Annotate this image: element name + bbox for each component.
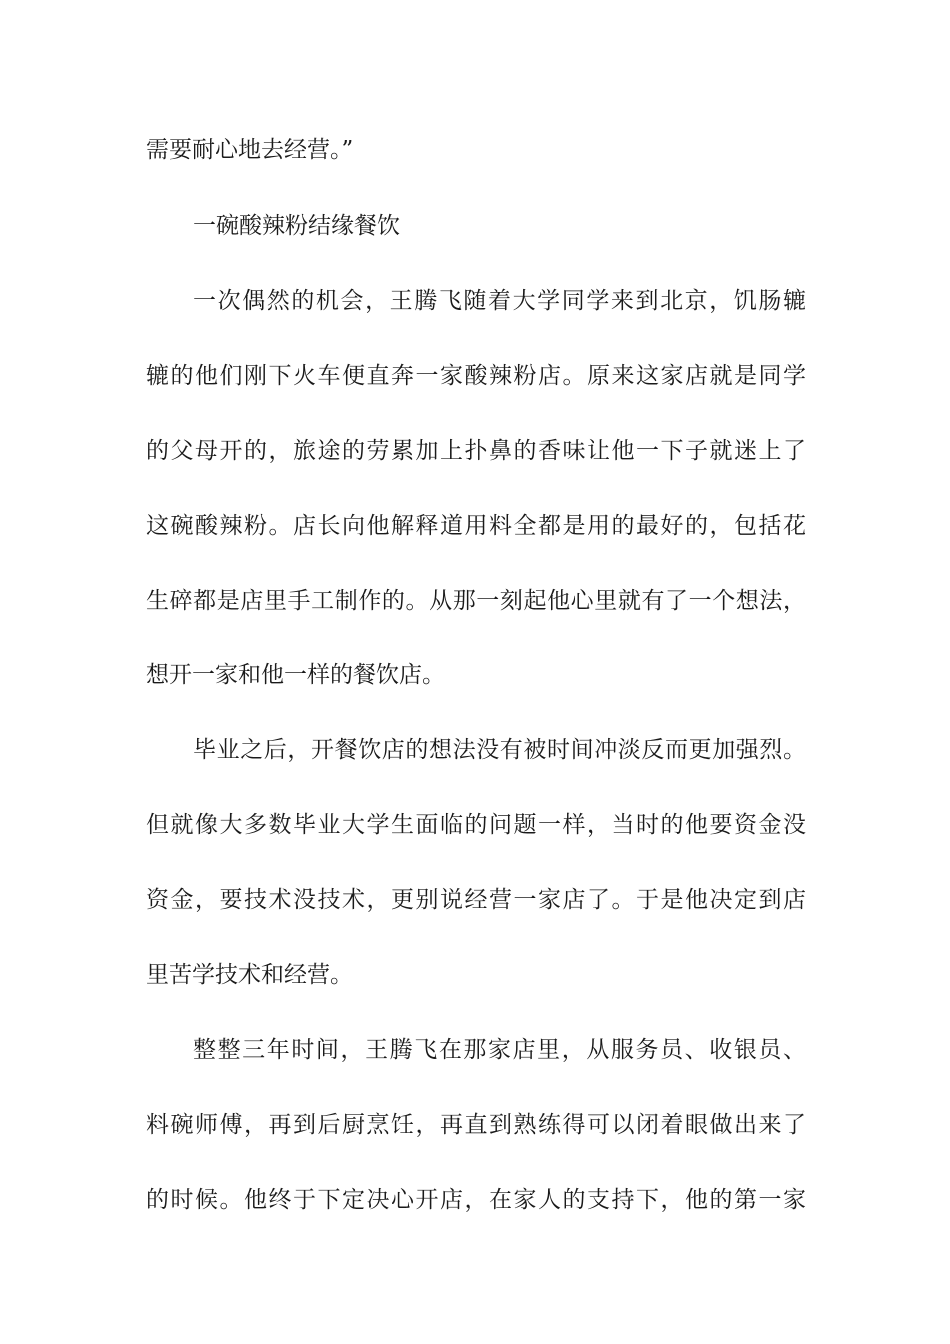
text-line-3: 一次偶然的机会，王腾飞随着大学同学来到北京，饥肠辘 [193, 288, 806, 314]
section-heading: 一碗酸辣粉结缘餐饮 [193, 213, 400, 239]
text-line-13: 整整三年时间，王腾飞在那家店里，从服务员、收银员、 [193, 1037, 806, 1063]
text-line-4: 辘的他们刚下火车便直奔一家酸辣粉店。原来这家店就是同学 [146, 363, 806, 389]
text-line-14: 料碗师傅，再到后厨烹饪，再直到熟练得可以闭着眼做出来了 [146, 1112, 806, 1138]
text-line-10: 但就像大多数毕业大学生面临的问题一样，当时的他要资金没 [146, 812, 806, 838]
text-line-8: 想开一家和他一样的餐饮店。 [146, 662, 445, 688]
text-line-9: 毕业之后，开餐饮店的想法没有被时间冲淡反而更加强烈。 [193, 737, 806, 763]
text-line-12: 里苦学技术和经营。 [146, 962, 353, 988]
text-line-1: 需要耐心地去经营。” [146, 137, 354, 163]
text-line-6: 这碗酸辣粉。店长向他解释道用料全都是用的最好的，包括花 [146, 513, 806, 539]
text-line-7: 生碎都是店里手工制作的。从那一刻起他心里就有了一个想法， [146, 588, 806, 614]
text-line-5: 的父母开的，旅途的劳累加上扑鼻的香味让他一下子就迷上了 [146, 438, 806, 464]
text-line-11: 资金，要技术没技术，更别说经营一家店了。于是他决定到店 [146, 887, 806, 913]
text-line-15: 的时候。他终于下定决心开店，在家人的支持下，他的第一家 [146, 1187, 806, 1213]
